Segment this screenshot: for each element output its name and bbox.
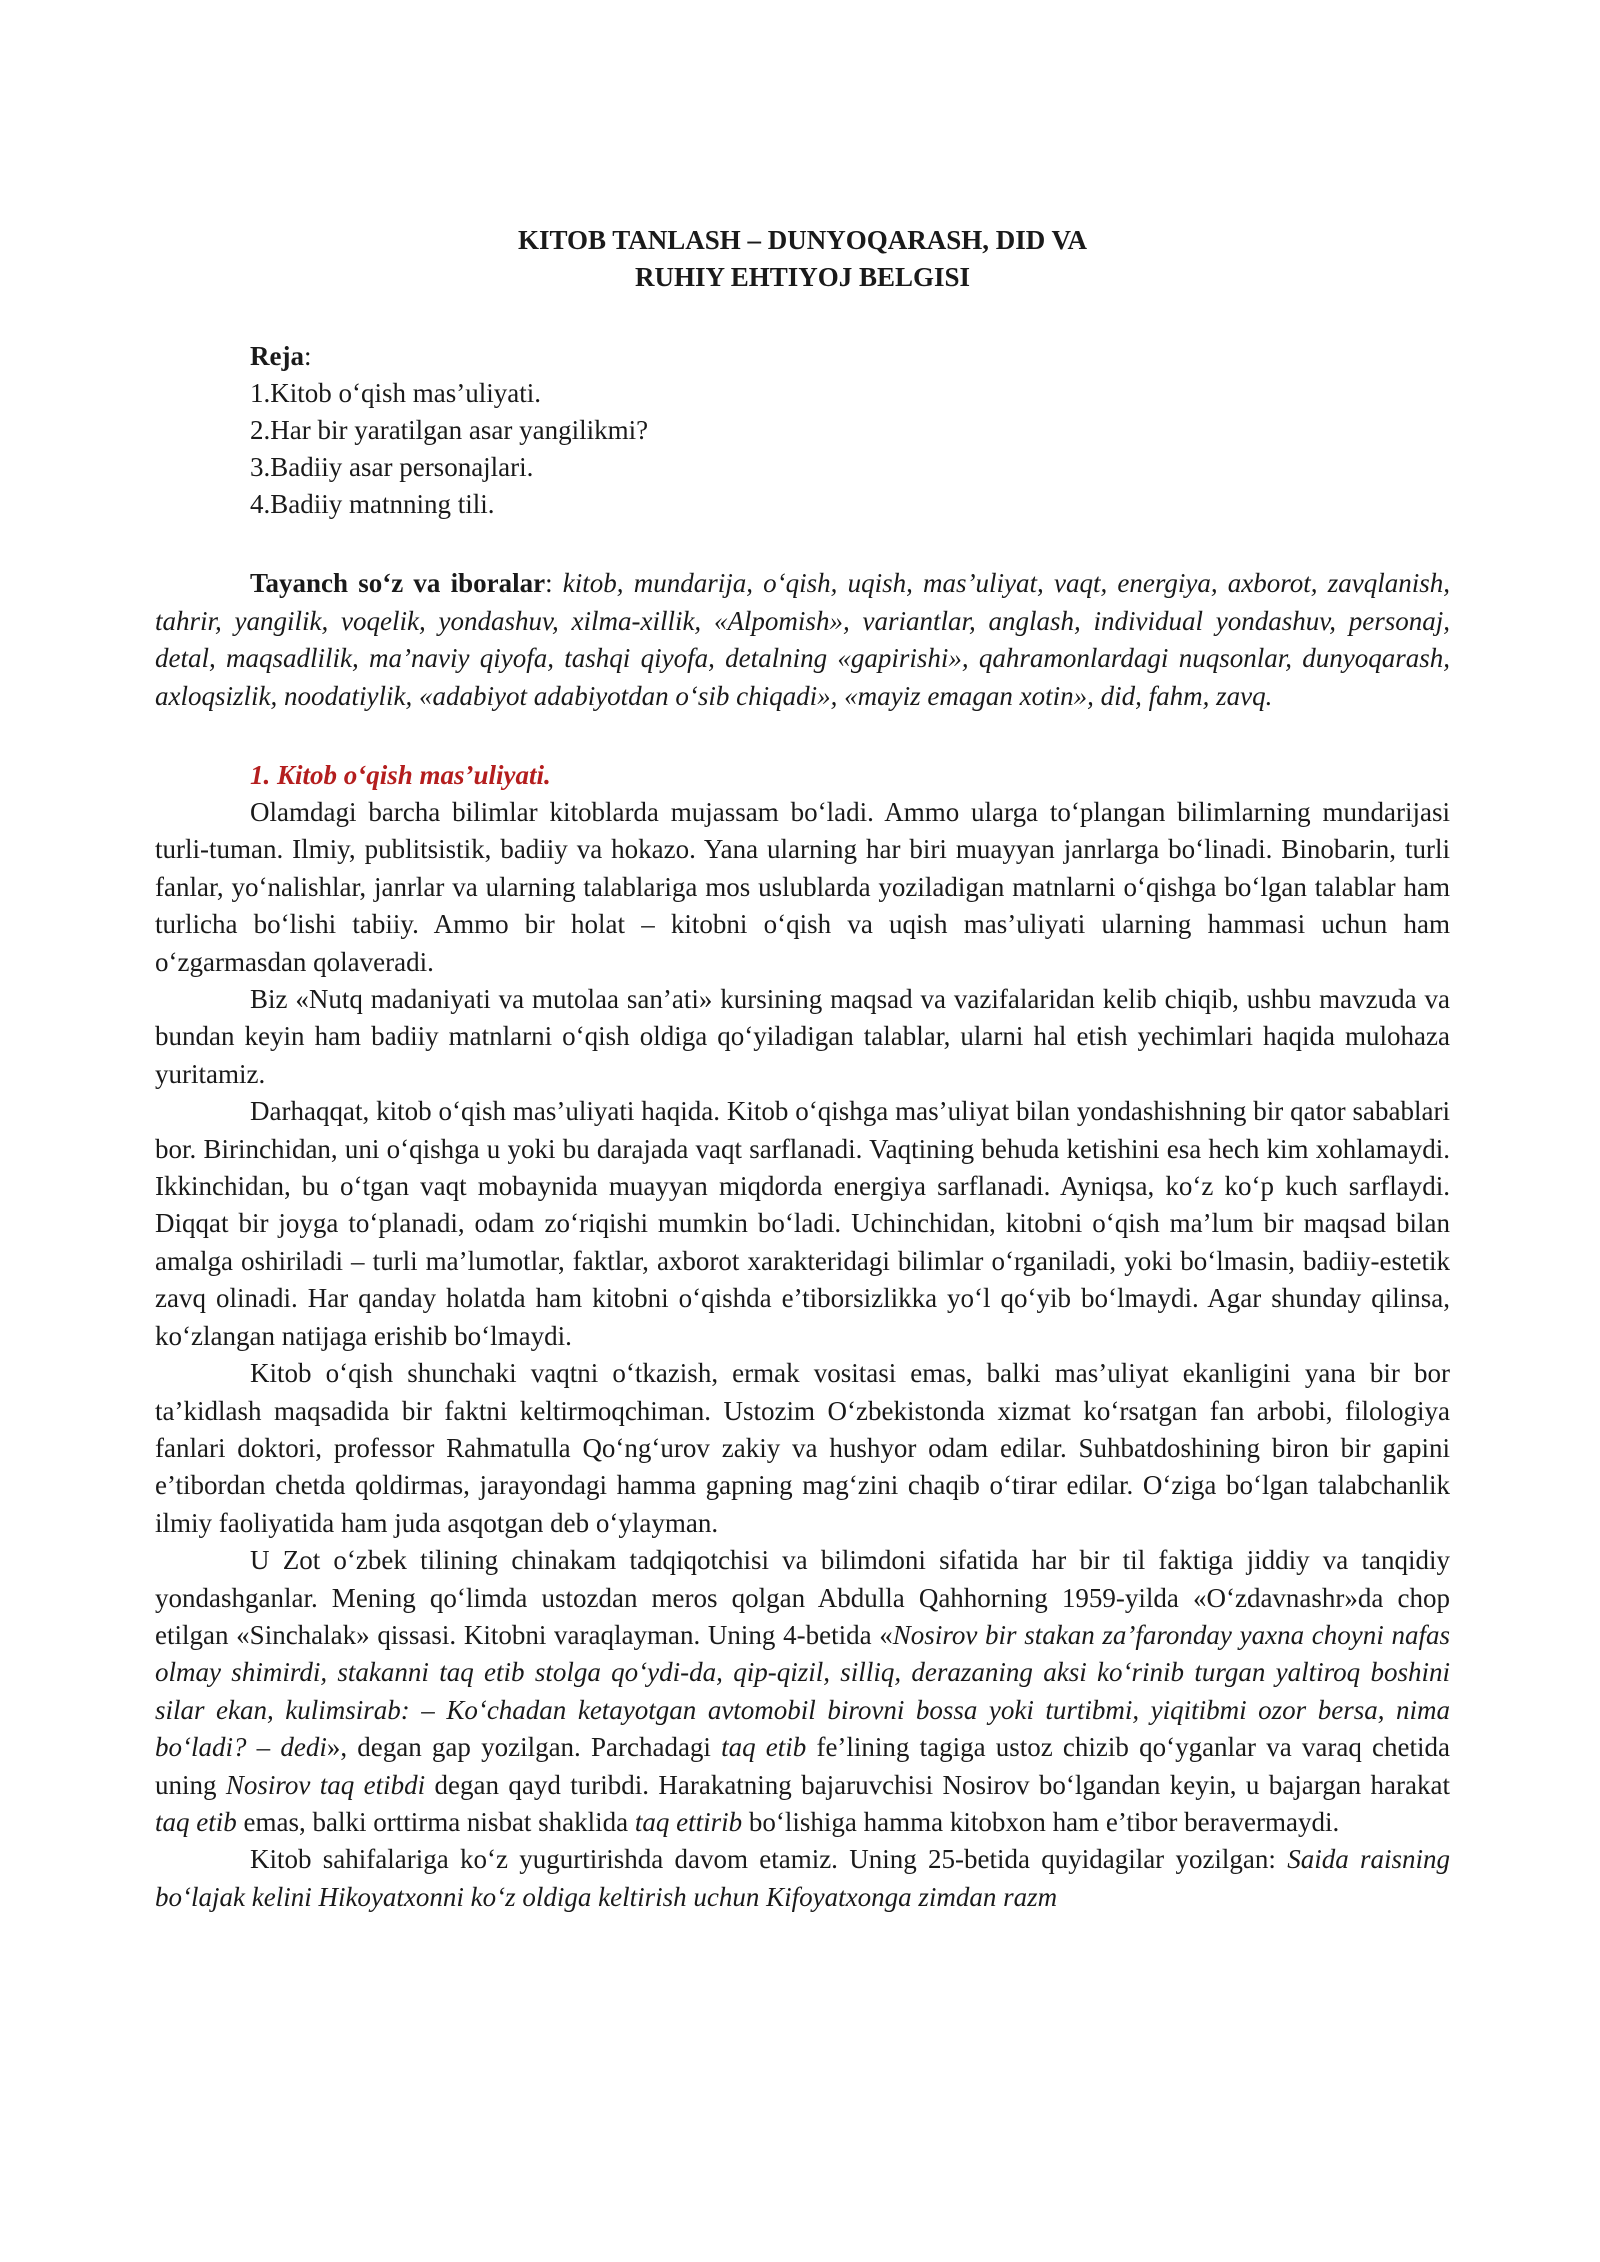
plan-item-3: 3.Badiiy asar personajlari. (250, 452, 534, 482)
paragraph-6 (155, 1841, 1450, 1916)
plan-item-4: 4.Badiiy matnning tili. (250, 489, 495, 519)
plan-item-2: 2.Har bir yaratilgan asar yangilikmi? (250, 415, 649, 445)
paragraph-5-quote: Nosirov bir stakan za’faronday yaxna choyni nafas olmay shimirdi, stakanni taq etib stolga qo‘ydi-da, qip-qizil, silliq, derazaning aksi ko‘rinib turgan yaltiroq boshini silar ekan, kulimsirab: – Ko‘chadan ketayotgan avtomobil birovni bossa yoki turtibmi, yiqitibmi ozor bersa, nima bo‘ladi? – dedi (155, 1619, 1450, 1763)
paragraph-5-text-e: fe’lining tagiga ustoz chizib qo‘yganlar va varaq chetida uning (155, 1732, 1450, 1800)
paragraph-3: Darhaqqat, kitob o‘qish mas’uliyati haqida. Kitob o‘qishga mas’uliyat bilan yondashishning bir qator sabablari bor. Birinchidan, uni o‘qishga u yoki bu darajada vaqt sarflanadi. Vaqtining behuda ketishini esa hech kim xohlamaydi. Ikkinchidan, bu o‘tgan vaqt mobaynida muayyan miqdorda energiya sarflanadi. Ayniqsa, ko‘z ko‘p kuch sarflaydi. Diqqat bir joyga to‘planadi, odam zo‘riqishi mumkin bo‘ladi. Uchinchidan, kitobni o‘qish ma’lum bir maqsad bilan amalga oshiriladi – turli ma’lumotlar, faktlar, axborot xarakteridagi bilimlar o‘rganiladi, yoki bo‘lmasin, badiiy-estetik zavq olinadi. Har qanday holatda ham kitobni o‘qishda e’tiborsizlikka yo‘l qo‘yib bo‘lmaydi. Agar shunday qilinsa, ko‘zlangan natijaga erishib bo‘lmaydi. (155, 1096, 1450, 1351)
plan-heading (250, 338, 1450, 375)
paragraph-6-quote: Saida raisning bo‘lajak kelini Hikoyatxonni ko‘z oldiga keltirish uchun Kifoyatxonga zimdan razm (155, 1844, 1450, 1912)
paragraph-5-text-k: bo‘lishiga hamma kitobxon ham e’tibor beravermaydi. (742, 1806, 1340, 1837)
title-line-2: RUHIY EHTIYOJ BELGISI (634, 262, 971, 292)
keywords-label: Tayanch so‘z va iboralar (250, 568, 546, 598)
paragraph-5-note: Nosirov taq etibdi (225, 1769, 426, 1800)
document-page (155, 222, 1450, 1916)
paragraph-4: Kitob o‘qish shunchaki vaqtni o‘tkazish, ermak vositasi emas, balki mas’uliyat ekanligini yana bir bor ta’kidlash maqsadida bir faktni keltirmoqchiman. Ustozim O‘zbekistonda xizmat ko‘rsatgan fan arbobi, filologiya fanlari doktori, professor Rahmatulla Qo‘ng‘urov zakiy va hushyor odam edilar. Suhbatdoshining biron bir gapini e’tibordan chetda qoldirmas, jarayondagi hamma gapning mag‘zini chaqib o‘tirar edilar. O‘ziga bo‘lgan talabchanlik ilmiy faoliyatida ham juda asqotgan deb o‘ylayman. (155, 1358, 1450, 1538)
section-heading: 1. Kitob o‘qish mas’uliyati. (250, 760, 551, 790)
plan-label: Reja (250, 341, 304, 371)
plan-block (250, 338, 1450, 523)
paragraph-5 (155, 1542, 1450, 1841)
keywords-colon: : (545, 568, 563, 598)
paragraph-5-term-1: taq etib (721, 1732, 807, 1763)
paragraph-2: Biz «Nutq madaniyati va mutolaa san’ati» kursining maqsad va vazifalaridan kelib chiqib, ushbu mavzuda va bundan keyin ham badiiy matnlarni o‘qish oldiga qo‘yiladigan talablar, ularni hal etish yechimlari haqida mulohaza yuritamiz. (155, 984, 1450, 1089)
paragraph-6-text-a: Kitob sahifalariga ko‘z yugurtirishda davom etamiz. Uning 25-betida quyidagilar yozilgan: (250, 1844, 1288, 1875)
paragraph-1: Olamdagi barcha bilimlar kitoblarda mujassam bo‘ladi. Ammo ularga to‘plangan bilimlarning mundarijasi turli-tuman. Ilmiy, publitsistik, badiiy va hokazo. Yana ularning har biri muayyan janrlarga bo‘linadi. Binobarin, turli fanlar, yo‘nalishlar, janrlar va ularning talablariga mos uslublarda yoziladigan matnlarni o‘qishga bo‘lgan talablar ham turlicha bo‘lishi tabiiy. Ammo bir holat – kitobni o‘qish va uqish mas’uliyati ularning hammasi uchun ham o‘zgarmasdan qolaveradi. (155, 797, 1450, 977)
plan-colon: : (303, 341, 312, 371)
paragraph-5-term-2: taq etib (155, 1806, 237, 1837)
paragraph-5-term-3: taq ettirib (634, 1806, 743, 1837)
paragraph-5-text-c: », degan gap yozilgan. Parchadagi (326, 1732, 722, 1763)
title-line-1: KITOB TANLASH – DUNYOQARASH, DID VA (517, 225, 1088, 255)
document-title (155, 222, 1450, 296)
paragraph-5-text-i: emas, balki orttirma nisbat shaklida (236, 1806, 635, 1837)
paragraph-5-text-g: degan qayd turibdi. Harakatning bajaruvchisi Nosirov bo‘lgandan keyin, u bajargan harakat (425, 1769, 1450, 1800)
plan-item-1: 1.Kitob o‘qish mas’uliyati. (250, 378, 541, 408)
keywords-paragraph (155, 565, 1450, 715)
paragraph-5-text-a: U Zot o‘zbek tilining chinakam tadqiqotchisi va bilimdoni sifatida har bir til faktiga jiddiy va tanqidiy yondashganlar. Mening qo‘limda ustozdan meros qolgan Abdulla Qahhorning 1959-yilda «O‘zdavnashr»da chop etilgan «Sinchalak» qissasi. Kitobni varaqlayman. Uning 4-betida « (155, 1545, 1450, 1650)
keywords-list: kitob, mundarija, o‘qish, uqish, mas’uliyat, vaqt, energiya, axborot, zavqlanish, tahrir, yangilik, voqelik, yondashuv, xilma-xillik, «Alpomish», variantlar, anglash, individual yondashuv, personaj, detal, maqsadlilik, ma’naviy qiyofa, tashqi qiyofa, detalning «gapirishi», qahramonlardagi nuqsonlar, dunyoqarash, axloqsizlik, noodatiylik, «adabiyot adabiyotdan o‘sib chiqadi», «mayiz emagan xotin», did, fahm, zavq. (155, 568, 1450, 711)
